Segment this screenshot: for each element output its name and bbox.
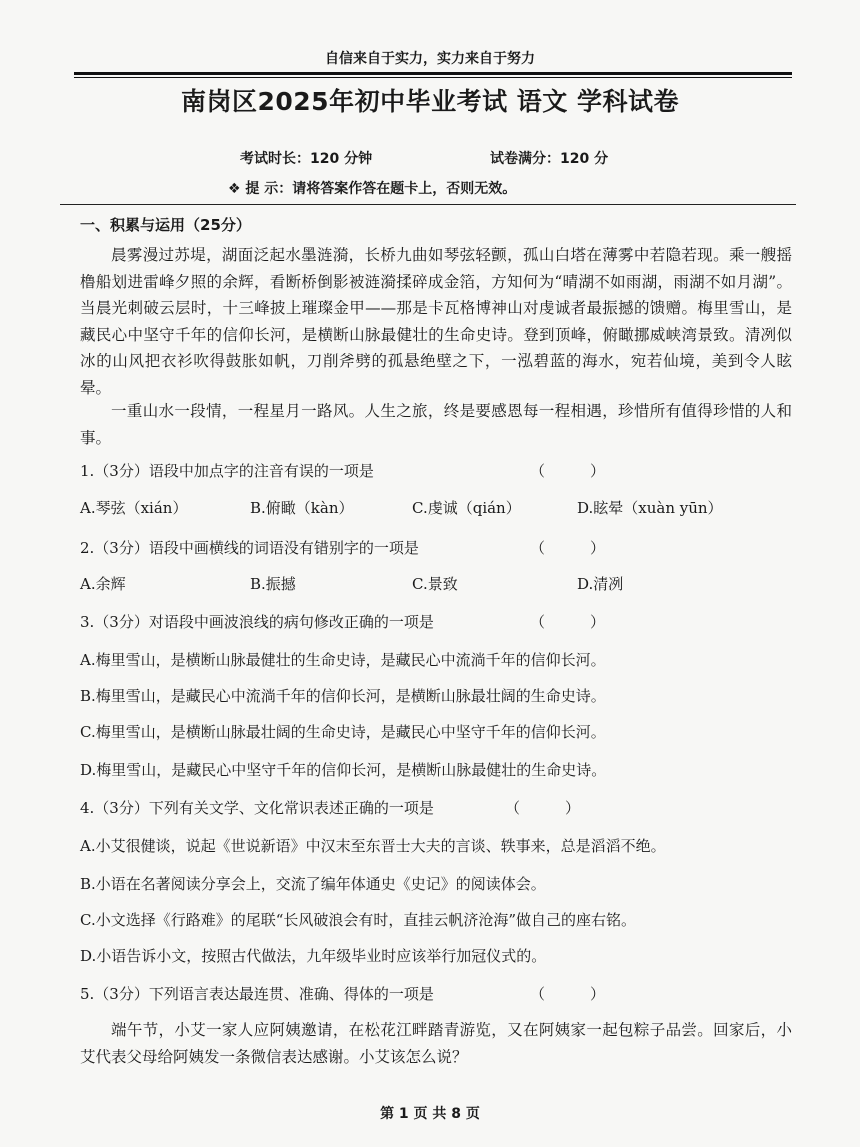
exam-duration: 考试时长：120 分钟 xyxy=(240,151,373,167)
question-4-answer-paren: （ ） xyxy=(505,799,581,817)
question-1-option-a: A.琴弦（xián） xyxy=(80,499,188,517)
passage-2: 一重山水一段情，一程星月一路风。人生之旅，终是要感恩每一程相遇，珍惜所有值得珍惜的人和事。 xyxy=(80,402,792,447)
question-4-stem: 4.（3分）下列有关文学、文化常识表述正确的一项是 xyxy=(80,799,434,817)
question-5-stem: 5.（3分）下列语言表达最连贯、准确、得体的一项是 xyxy=(80,985,434,1003)
question-1-option-c: C.虔诚（qián） xyxy=(412,499,521,517)
question-1-option-d: D.眩晕（xuàn yūn） xyxy=(577,499,723,517)
question-2-option-d: D.清冽 xyxy=(577,575,624,593)
passage-1: 晨雾漫过苏堤，湖面泛起水墨涟漪，长桥九曲如琴弦轻颤，孤山白塔在薄雾中若隐若现。乘一艘摇橹船划进雷峰夕照的余辉，看断桥倒影被涟漪揉碎成金箔，方知何为“晴湖不如雨湖，雨湖不如月湖”。当晨光刺破云层时，十三峰披上璀璨金甲——那是卡瓦格博神山对虔诚者最振撼的馈赠。梅里雪山，是藏民心中坚守千年的信仰长河，是横断山脉最健壮的生命史诗。登到顶峰，俯瞰挪威峡湾景致。清冽似冰的山风把衣衫吹得鼓胀如帆，刀削斧劈的孤悬绝壁之下，一泓碧蓝的海水，宛若仙境，美到令人眩晕。 xyxy=(80,246,792,397)
question-5-answer-paren: （ ） xyxy=(530,985,606,1003)
question-3-option-d: D.梅里雪山，是藏民心中坚守千年的信仰长河，是横断山脉最健壮的生命史诗。 xyxy=(80,761,607,779)
question-1-option-b: B.俯瞰（kàn） xyxy=(250,499,354,517)
exam-notice: ❖ 提 示：请将答案作答在题卡上，否则无效。 xyxy=(228,181,517,197)
question-2-option-c: C.景致 xyxy=(412,575,458,593)
question-3-option-a: A.梅里雪山，是横断山脉最健壮的生命史诗，是藏民心中流淌千年的信仰长河。 xyxy=(80,651,606,669)
question-3-stem: 3.（3分）对语段中画波浪线的病句修改正确的一项是 xyxy=(80,613,434,631)
header-rule xyxy=(74,72,792,75)
question-1-answer-paren: （ ） xyxy=(530,462,606,480)
question-4-option-d: D.小语告诉小文，按照古代做法，九年级毕业时应该举行加冠仪式的。 xyxy=(80,947,547,965)
question-3-answer-paren: （ ） xyxy=(530,613,606,631)
question-2-option-a: A.余辉 xyxy=(80,575,126,593)
question-4-option-a: A.小艾很健谈，说起《世说新语》中汉末至东晋士大夫的言谈、轶事来，总是滔滔不绝。 xyxy=(80,837,666,855)
question-1-stem: 1.（3分）语段中加点字的注音有误的一项是 xyxy=(80,462,374,480)
question-3-option-c: C.梅里雪山，是横断山脉最壮阔的生命史诗，是藏民心中坚守千年的信仰长河。 xyxy=(80,723,606,741)
section-divider xyxy=(60,204,796,205)
header-rule-thin xyxy=(74,77,792,78)
question-3-option-b: B.梅里雪山，是藏民心中流淌千年的信仰长河，是横断山脉最壮阔的生命史诗。 xyxy=(80,687,606,705)
question-4-option-b: B.小语在名著阅读分享会上，交流了编年体通史《史记》的阅读体会。 xyxy=(80,875,546,893)
section-heading: 一、积累与运用（25分） xyxy=(80,216,251,234)
page-number: 第 1 页 共 8 页 xyxy=(380,1106,480,1122)
question-2-answer-paren: （ ） xyxy=(530,539,606,557)
question-2-stem: 2.（3分）语段中画横线的词语没有错别字的一项是 xyxy=(80,539,419,557)
motto: 自信来自于实力，实力来自于努力 xyxy=(325,51,535,67)
question-4-option-c: C.小文选择《行路难》的尾联“长风破浪会有时，直挂云帆济沧海”做自己的座右铭。 xyxy=(80,911,637,929)
passage-3: 端午节，小艾一家人应阿姨邀请，在松花江畔踏青游览，又在阿姨家一起包粽子品尝。回家后，小艾代表父母给阿姨发一条微信表达感谢。小艾该怎么说？ xyxy=(80,1021,792,1066)
exam-title: 南岗区2025年初中毕业考试 语文 学科试卷 xyxy=(181,87,679,116)
question-2-option-b: B.振撼 xyxy=(250,575,296,593)
exam-full-score: 试卷满分：120 分 xyxy=(490,151,609,167)
